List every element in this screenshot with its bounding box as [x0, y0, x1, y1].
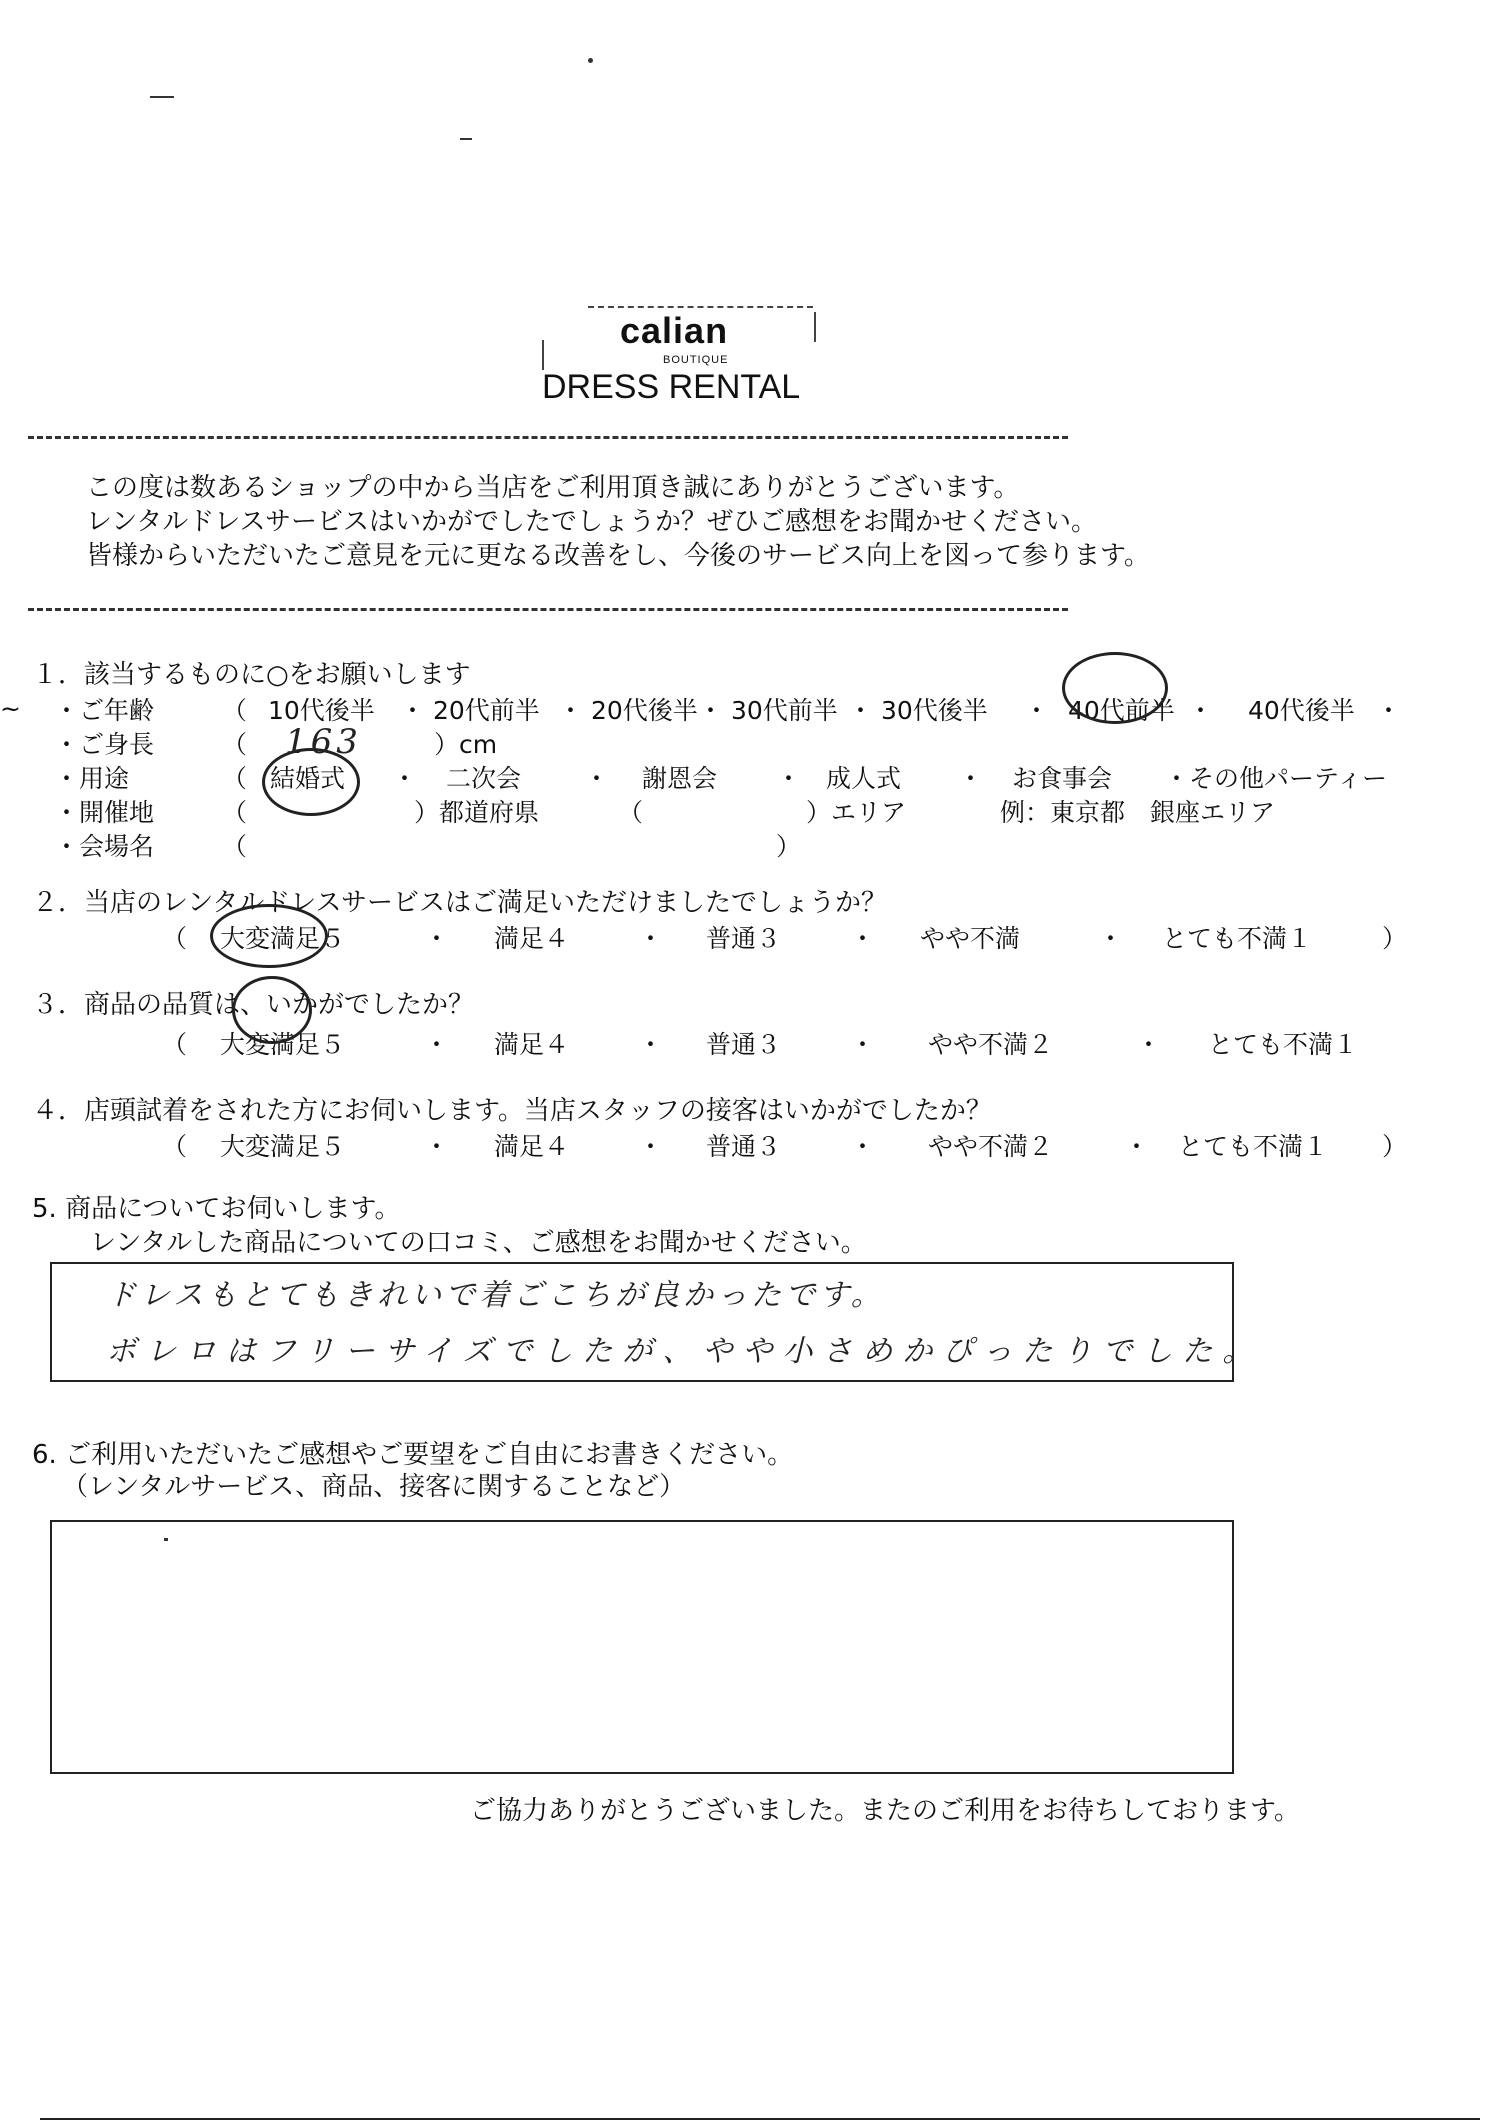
q2-open: （	[162, 924, 188, 953]
q2-separator: ・	[424, 924, 450, 953]
q2-separator: ・	[638, 924, 664, 953]
q3-option: 満足４	[494, 1030, 570, 1059]
margin-mark: ~	[0, 694, 21, 723]
q2-option-selected: 大変満足５	[220, 924, 346, 953]
q4-separator: ・	[638, 1132, 664, 1161]
q2-close: ）	[1382, 924, 1408, 953]
q3-selection-circle	[232, 976, 312, 1044]
logo-frame-top	[588, 306, 813, 308]
q5-title: 5. 商品についてお伺いします。	[32, 1194, 401, 1224]
q4-open: （	[162, 1132, 188, 1161]
use-selection-circle	[262, 748, 360, 816]
divider-top	[28, 436, 1068, 439]
logo-sub: BOUTIQUE	[663, 354, 729, 366]
scan-speck	[164, 1538, 168, 1541]
q2-separator: ・	[1098, 924, 1124, 953]
age-open: （	[222, 696, 248, 725]
q4-option: やや不満２	[928, 1132, 1054, 1161]
venue-prefecture-close: ）都道府県	[414, 798, 540, 827]
q4-separator: ・	[424, 1132, 450, 1161]
hall-open: （	[222, 832, 248, 861]
q5-answer-box	[50, 1262, 1263, 1382]
venue-example: 例：東京都 銀座エリア	[1000, 798, 1276, 827]
use-option: ・その他パーティー	[1164, 764, 1388, 793]
intro-line-3: 皆様からいただいたご意見を元に更なる改善をし、今後のサービス向上を図って参ります。	[86, 541, 1150, 571]
height-label: ・ご身長	[54, 730, 155, 759]
q1-title: １．該当するものに○をお願いします	[32, 660, 471, 690]
q5-subtitle: レンタルした商品についての口コミ、ご感想をお聞かせください。	[90, 1228, 867, 1258]
hall-label: ・会場名	[54, 832, 155, 861]
venue-area-close: ）エリア	[806, 798, 907, 827]
use-option: 二次会	[446, 764, 522, 793]
age-option: ・ 30代前半	[698, 696, 838, 725]
use-separator: ・	[584, 764, 610, 793]
q2-option: やや不満	[920, 924, 1021, 953]
q3-title: ３．商品の品質は、いかがでしたか？	[32, 990, 475, 1020]
use-option: 成人式	[826, 764, 902, 793]
age-label: ・ご年齢	[54, 696, 155, 725]
scan-speck	[460, 138, 472, 140]
use-separator: ・	[958, 764, 984, 793]
q6-subtitle: （レンタルサービス、商品、接客に関することなど）	[62, 1472, 686, 1502]
use-separator: ・	[776, 764, 802, 793]
logo-name: calian	[620, 310, 729, 351]
q3-option: 普通３	[706, 1030, 782, 1059]
q3-separator: ・	[850, 1030, 876, 1059]
age-option: ・ 20代後半	[558, 696, 698, 725]
age-selection-circle	[1062, 652, 1168, 724]
use-open: （	[222, 764, 248, 793]
q6-answer-box	[50, 1520, 1234, 1774]
q3-separator: ・	[638, 1030, 664, 1059]
venue-open: （	[222, 798, 248, 827]
logo-service: DRESS RENTAL	[542, 368, 801, 406]
q4-title: ４．店頭試着をされた方にお伺いします。当店スタッフの接客はいかがでしたか？	[32, 1096, 992, 1126]
q3-separator: ・	[1136, 1030, 1162, 1059]
height-open: （	[222, 730, 248, 759]
q2-option: 満足４	[494, 924, 570, 953]
q6-title: 6. ご利用いただいたご感想やご要望をご自由にお書きください。	[32, 1440, 794, 1470]
bottom-scan-line	[40, 2118, 1480, 2120]
q2-option: 普通３	[706, 924, 782, 953]
intro-line-2: レンタルドレスサービスはいかがでしたでしょうか？ぜひご感想をお聞かせください。	[86, 507, 1098, 537]
venue-open-2: （	[618, 798, 644, 827]
use-option: 謝恩会	[642, 764, 718, 793]
height-close: ）cm	[434, 730, 498, 759]
logo-frame-left	[542, 340, 544, 370]
q5-answer-line: ボレロはフリーサイズでしたが、やや小さめかぴったりでした。	[106, 1334, 1263, 1369]
q3-option-selected: 大変満足５	[220, 1030, 346, 1059]
age-option: ・ 20代前半	[400, 696, 540, 725]
age-separator: ・	[1024, 696, 1050, 725]
age-separator: ・	[1376, 696, 1402, 725]
age-option: 10代後半	[268, 696, 375, 725]
q2-separator: ・	[850, 924, 876, 953]
q2-option: とても不満１	[1162, 924, 1313, 953]
q4-option: 大変満足５	[220, 1132, 346, 1161]
use-label: ・用途	[54, 764, 130, 793]
use-option: お食事会	[1012, 764, 1113, 793]
height-value: 163	[285, 722, 362, 762]
q3-separator: ・	[424, 1030, 450, 1059]
q4-close: ）	[1382, 1132, 1408, 1161]
scan-speck	[588, 58, 593, 63]
age-option: ・ 30代後半	[848, 696, 988, 725]
q3-open: （	[162, 1030, 188, 1059]
venue-label: ・開催地	[54, 798, 155, 827]
logo-frame-right	[814, 312, 816, 342]
q4-separator: ・	[850, 1132, 876, 1161]
age-option: 40代後半	[1248, 696, 1355, 725]
intro-line-1: この度は数あるショップの中から当店をご利用頂き誠にありがとうございます。	[86, 473, 1020, 503]
q4-option: 満足４	[494, 1132, 570, 1161]
hall-close: ）	[776, 832, 802, 861]
q2-selection-circle	[210, 904, 328, 968]
thanks-message: ご協力ありがとうございました。またのご利用をお待ちしております。	[470, 1796, 1300, 1826]
q4-separator: ・	[1124, 1132, 1150, 1161]
q3-option: とても不満１	[1208, 1030, 1359, 1059]
logo	[530, 300, 830, 415]
age-option-selected: 40代前半	[1068, 696, 1175, 725]
q5-answer-line: ドレスもとてもきれいで着ごこちが良かったです。	[106, 1278, 885, 1313]
q4-option: とても不満１	[1178, 1132, 1329, 1161]
q3-option: やや不満２	[928, 1030, 1054, 1059]
use-separator: ・	[392, 764, 418, 793]
divider-bottom	[28, 608, 1068, 611]
q2-title: ２．当店のレンタルドレスサービスはご満足いただけましたでしょうか？	[32, 888, 888, 918]
scan-speck	[150, 96, 174, 98]
age-separator: ・	[1188, 696, 1214, 725]
use-option-selected: 結婚式	[270, 764, 346, 793]
q4-option: 普通３	[706, 1132, 782, 1161]
